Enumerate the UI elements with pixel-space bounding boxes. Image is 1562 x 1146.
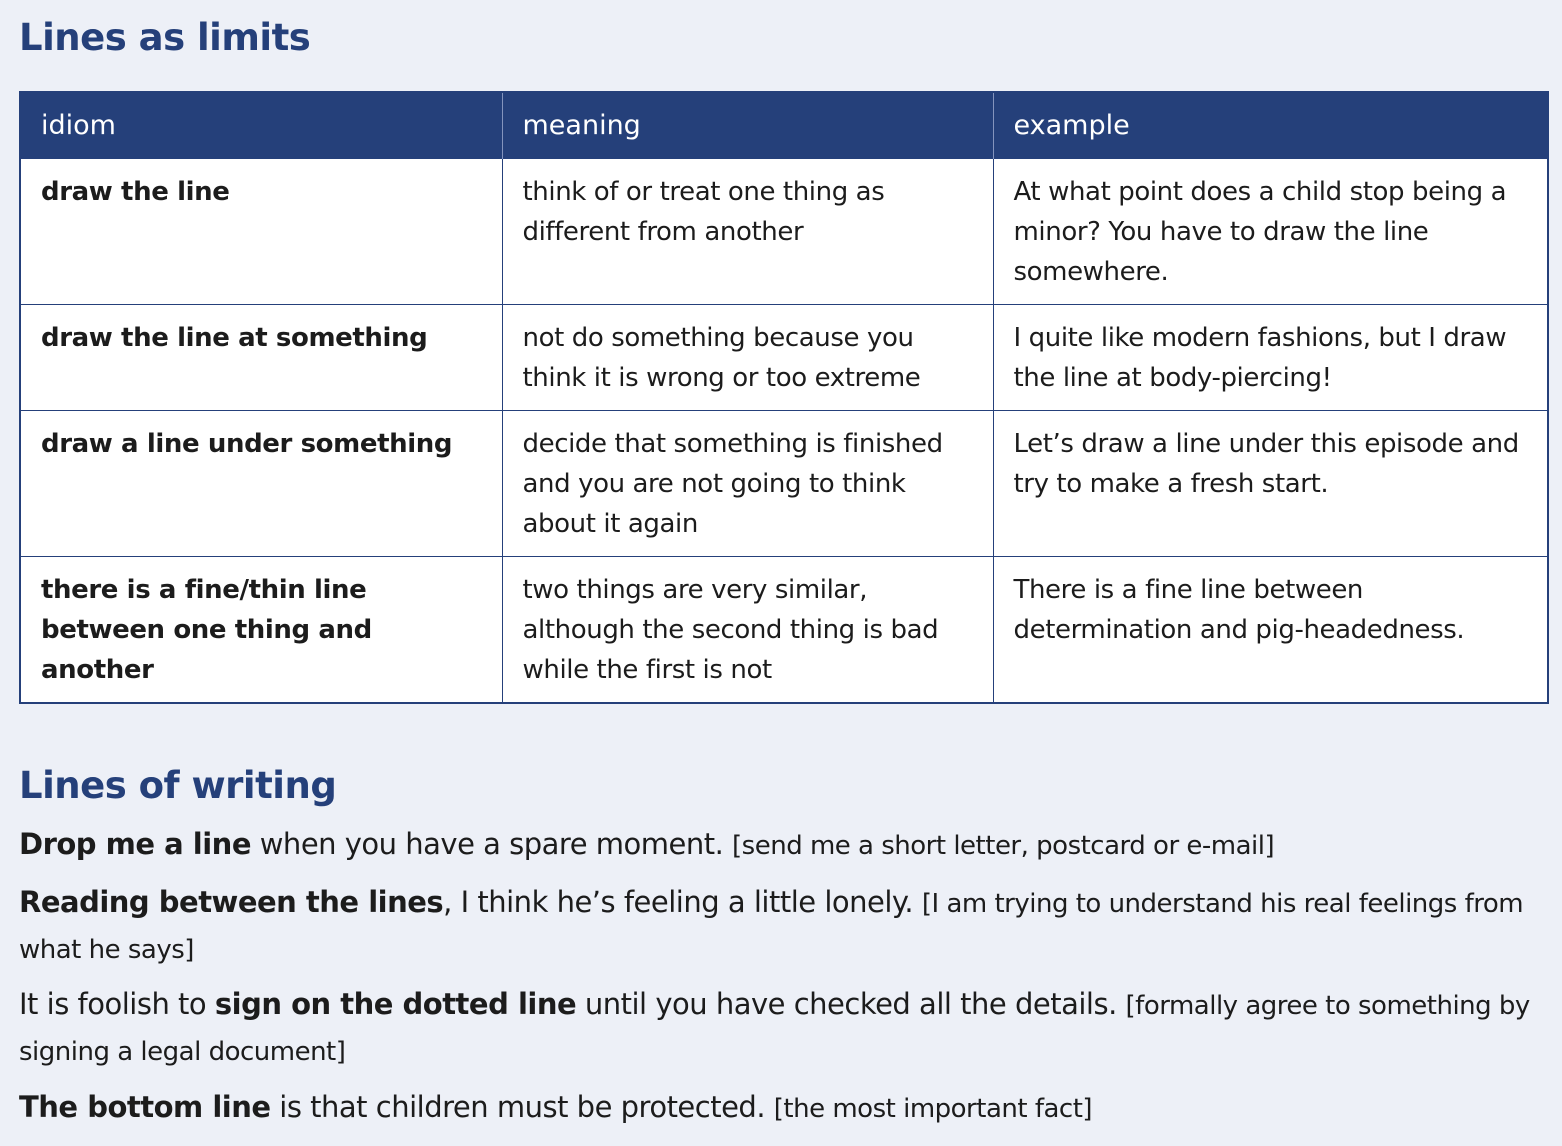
example-cell: I quite like modern fashions, but I draw the line at body-piercing! bbox=[993, 305, 1548, 411]
example-sentence bbox=[19, 1085, 1547, 1131]
meaning-cell: two things are very similar, although the second thing is bad while the first is not bbox=[502, 557, 993, 704]
table-row bbox=[20, 411, 1548, 557]
meaning-cell: think of or treat one thing as different from another bbox=[502, 159, 993, 305]
table-body bbox=[20, 159, 1548, 703]
section-heading-lines-as-limits: Lines as limits bbox=[19, 16, 311, 59]
table-row bbox=[20, 305, 1548, 411]
example-sentence bbox=[19, 982, 1547, 1074]
idioms-table bbox=[19, 91, 1549, 704]
idiom-definition: [send me a short letter, postcard or e-mail] bbox=[732, 831, 1275, 861]
idiom-highlight: sign on the dotted line bbox=[214, 987, 577, 1021]
example-cell: Let’s draw a line under this episode and try to make a fresh start. bbox=[993, 411, 1548, 557]
idiom-cell: there is a fine/thin line between one thing and another bbox=[20, 557, 502, 704]
idiom-cell: draw a line under something bbox=[20, 411, 502, 557]
idiom-definition: [the most important fact] bbox=[773, 1094, 1093, 1124]
idiom-cell: draw the line bbox=[20, 159, 502, 305]
meaning-cell: not do something because you think it is wrong or too extreme bbox=[502, 305, 993, 411]
meaning-cell: decide that something is finished and you are not going to think about it again bbox=[502, 411, 993, 557]
idiom-highlight: Drop me a line bbox=[19, 827, 251, 861]
example-cell: At what point does a child stop being a minor? You have to draw the line somewhere. bbox=[1013, 177, 1507, 287]
sentence-text-after: is that children must be protected. bbox=[270, 1090, 774, 1124]
table-row bbox=[20, 557, 1548, 704]
example-sentence bbox=[19, 822, 1547, 868]
table-row bbox=[20, 159, 1548, 305]
table-header-row bbox=[20, 92, 1548, 159]
sentence-text-after: until you have checked all the details. bbox=[576, 987, 1126, 1021]
sentence-text-after: , I think he’s feeling a little lonely. bbox=[443, 885, 922, 919]
section-heading-lines-of-writing: Lines of writing bbox=[19, 764, 337, 807]
sentence-text-before: It is foolish to bbox=[19, 987, 215, 1021]
column-header-idiom: idiom bbox=[20, 92, 502, 159]
idiom-highlight: Reading between the lines bbox=[19, 885, 444, 919]
sentence-text-after: when you have a spare moment. bbox=[251, 827, 733, 861]
idiom-definition: [I am trying to understand his real feelings from what he says] bbox=[19, 889, 1524, 965]
idiom-highlight: The bottom line bbox=[19, 1090, 271, 1124]
example-cell: There is a fine line between determination and pig-headedness. bbox=[993, 557, 1548, 704]
column-header-meaning: meaning bbox=[502, 92, 993, 159]
table-header bbox=[20, 92, 1548, 159]
example-sentence bbox=[19, 880, 1547, 972]
idiom-definition: [formally agree to something by signing a legal document] bbox=[19, 991, 1530, 1067]
idiom-cell: draw the line at something bbox=[20, 305, 502, 411]
column-header-example: example bbox=[993, 92, 1548, 159]
